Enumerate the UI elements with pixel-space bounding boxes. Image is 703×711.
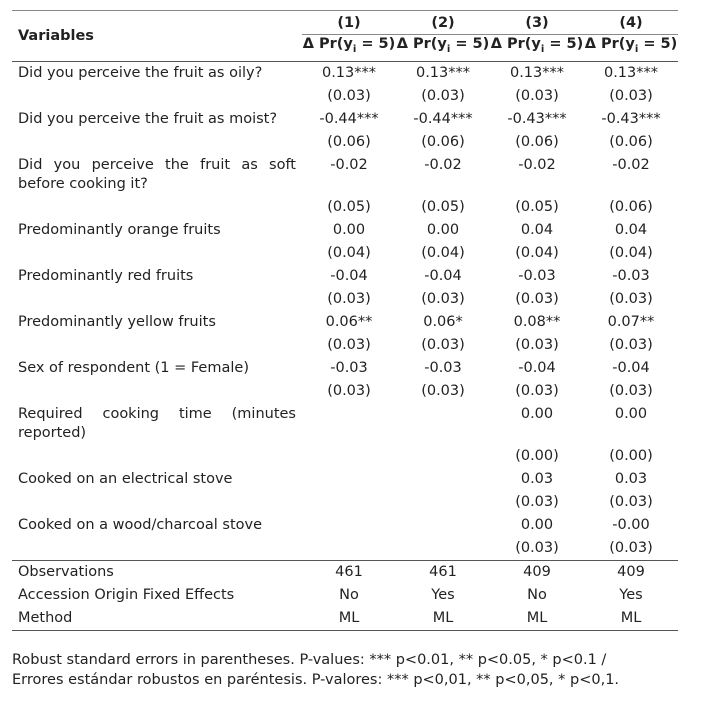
stats-label: Accession Origin Fixed Effects: [18, 586, 235, 603]
coefficient-cell: -0.43***: [507, 110, 567, 127]
standard-error-cell: (0.06): [515, 133, 559, 150]
standard-error-cell: (0.00): [609, 447, 653, 464]
coefficient-cell: -0.02: [330, 156, 368, 173]
note-english: Robust standard errors in parentheses. P-values: *** p<0.01, ** p<0.05, * p<0.1 /: [12, 652, 607, 668]
standard-error-cell: (0.03): [609, 87, 653, 104]
coefficient-cell: 0.07**: [607, 313, 655, 330]
stats-value: ML: [302, 607, 396, 631]
standard-error-cell: (0.04): [327, 244, 371, 261]
standard-error-cell: (0.03): [515, 87, 559, 104]
stats-value: ML: [584, 607, 678, 631]
stats-row: [12, 607, 678, 631]
standard-error-cell: (0.03): [327, 87, 371, 104]
standard-error-cell: (0.03): [609, 382, 653, 399]
coefficient-cell: 0.13***: [509, 64, 565, 81]
coefficient-cell: 0.08**: [513, 313, 561, 330]
row-label: Predominantly red fruits: [18, 267, 194, 284]
coefficient-cell: 0.13***: [603, 64, 659, 81]
stats-value: 409: [490, 560, 584, 584]
coefficient-cell: 0.03: [520, 470, 554, 487]
row-label-empty: [12, 242, 302, 265]
coefficient-cell: -0.04: [424, 267, 462, 284]
row-label: Predominantly yellow fruits: [18, 313, 216, 330]
standard-error-cell: [396, 445, 490, 468]
stats-value: 409: [584, 560, 678, 584]
stats-row: [12, 560, 678, 584]
table-row: [12, 468, 678, 491]
row-label-empty: [12, 537, 302, 561]
standard-error-cell: [302, 491, 396, 514]
standard-error-cell: (0.06): [327, 133, 371, 150]
column-measure: Δ $Pr(y_i = 5)$: [584, 34, 678, 61]
coefficient-cell: -0.04: [330, 267, 368, 284]
table-row-se: [12, 380, 678, 403]
stats-value: ML: [490, 607, 584, 631]
coefficient-cell: -0.02: [518, 156, 556, 173]
table-body: [12, 61, 678, 560]
stats-row: [12, 584, 678, 607]
stats-value: No: [527, 586, 547, 603]
coefficient-cell: 0.06*: [423, 313, 463, 330]
table-row-se: [12, 491, 678, 514]
standard-error-cell: (0.04): [421, 244, 465, 261]
stats-label: Method: [12, 607, 302, 631]
coefficient-cell: [396, 514, 490, 537]
table-row-se: [12, 242, 678, 265]
coefficient-cell: [396, 468, 490, 491]
standard-error-cell: (0.03): [515, 493, 559, 510]
standard-error-cell: [302, 537, 396, 561]
stats-value: Yes: [431, 586, 455, 603]
row-label-empty: [12, 380, 302, 403]
coefficient-cell: 0.13***: [415, 64, 471, 81]
standard-error-cell: (0.03): [327, 336, 371, 353]
row-label-empty: [12, 196, 302, 219]
column-number: (4): [619, 15, 643, 31]
row-label-empty: [12, 445, 302, 468]
column-number: (3): [525, 15, 549, 31]
table-row: [12, 219, 678, 242]
column-measure: Δ $Pr(y_i = 5)$: [490, 34, 584, 61]
stats-value: ML: [396, 607, 490, 631]
standard-error-cell: (0.03): [609, 290, 653, 307]
row-label-empty: [12, 288, 302, 311]
standard-error-cell: (0.03): [609, 336, 653, 353]
stats-value: Yes: [619, 586, 643, 603]
table-row: [12, 357, 678, 380]
table-row: [12, 514, 678, 537]
standard-error-cell: (0.04): [609, 244, 653, 261]
row-label-empty: [12, 85, 302, 108]
variables-header: Variables: [12, 11, 302, 62]
coefficient-cell: 0.04: [520, 221, 554, 238]
coefficient-cell: -0.00: [612, 516, 650, 533]
table-row: [12, 154, 678, 196]
regression-table: [12, 10, 678, 631]
table-row: [12, 108, 678, 131]
stats-value: No: [339, 586, 359, 603]
standard-error-cell: [302, 445, 396, 468]
standard-error-cell: (0.03): [421, 87, 465, 104]
coefficient-cell: -0.04: [612, 359, 650, 376]
coefficient-cell: [396, 403, 490, 445]
coefficient-cell: -0.43***: [601, 110, 661, 127]
table-row-se: [12, 334, 678, 357]
standard-error-cell: (0.03): [515, 539, 559, 556]
stats-value: 461: [396, 560, 490, 584]
coefficient-cell: 0.00: [520, 405, 554, 422]
coefficient-cell: 0.00: [332, 221, 366, 238]
standard-error-cell: (0.05): [421, 198, 465, 215]
note-spanish: Errores estándar robustos en paréntesis. P-valores: *** p<0,01, ** p<0,05, * p<0,1.: [12, 672, 620, 688]
column-measure: Δ $Pr(y_i = 5)$: [302, 34, 396, 61]
row-label: Cooked on an electrical stove: [18, 470, 233, 487]
header-number-row: [12, 11, 678, 35]
table-row: [12, 61, 678, 85]
table-row-se: [12, 196, 678, 219]
row-label: Predominantly orange fruits: [18, 221, 221, 238]
coefficient-cell: -0.04: [518, 359, 556, 376]
standard-error-cell: (0.05): [515, 198, 559, 215]
column-number: (1): [337, 15, 361, 31]
standard-error-cell: (0.03): [421, 290, 465, 307]
coefficient-cell: 0.06**: [325, 313, 373, 330]
standard-error-cell: (0.03): [327, 382, 371, 399]
coefficient-cell: -0.44***: [413, 110, 473, 127]
table-row-se: [12, 85, 678, 108]
standard-error-cell: (0.06): [609, 198, 653, 215]
coefficient-cell: 0.04: [614, 221, 648, 238]
table-stats: [12, 560, 678, 630]
table-row-se: [12, 445, 678, 468]
row-label-empty: [12, 131, 302, 154]
standard-error-cell: (0.03): [609, 493, 653, 510]
coefficient-cell: 0.13***: [321, 64, 377, 81]
standard-error-cell: [396, 537, 490, 561]
standard-error-cell: (0.00): [515, 447, 559, 464]
coefficient-cell: 0.00: [614, 405, 648, 422]
stats-label: Observations: [12, 560, 302, 584]
table-row: [12, 265, 678, 288]
coefficient-cell: -0.03: [330, 359, 368, 376]
standard-error-cell: (0.03): [515, 382, 559, 399]
table-note: [12, 650, 692, 690]
standard-error-cell: (0.05): [327, 198, 371, 215]
coefficient-cell: -0.44***: [319, 110, 379, 127]
standard-error-cell: (0.06): [421, 133, 465, 150]
standard-error-cell: (0.03): [421, 336, 465, 353]
standard-error-cell: (0.03): [609, 539, 653, 556]
row-label: Required cooking time (minutes reported): [18, 405, 296, 441]
standard-error-cell: (0.03): [421, 382, 465, 399]
table-row-se: [12, 288, 678, 311]
row-label: Cooked on a wood/charcoal stove: [18, 516, 263, 533]
row-label: Did you perceive the fruit as oily?: [18, 64, 263, 81]
row-label-empty: [12, 334, 302, 357]
column-measure: Δ $Pr(y_i = 5)$: [396, 34, 490, 61]
coefficient-cell: -0.03: [518, 267, 556, 284]
standard-error-cell: (0.04): [515, 244, 559, 261]
coefficient-cell: 0.00: [520, 516, 554, 533]
row-label-empty: [12, 491, 302, 514]
coefficient-cell: -0.02: [424, 156, 462, 173]
row-label: Did you perceive the fruit as moist?: [18, 110, 278, 127]
row-label: Did you perceive the fruit as soft before cooking it?: [18, 156, 296, 192]
standard-error-cell: (0.03): [515, 336, 559, 353]
standard-error-cell: [396, 491, 490, 514]
row-label: Sex of respondent (1 = Female): [18, 359, 249, 376]
standard-error-cell: (0.03): [515, 290, 559, 307]
standard-error-cell: (0.03): [327, 290, 371, 307]
coefficient-cell: -0.02: [612, 156, 650, 173]
coefficient-cell: 0.03: [614, 470, 648, 487]
coefficient-cell: 0.00: [426, 221, 460, 238]
stats-value: 461: [302, 560, 396, 584]
table-row: [12, 311, 678, 334]
table-row: [12, 403, 678, 445]
coefficient-cell: -0.03: [612, 267, 650, 284]
standard-error-cell: (0.06): [609, 133, 653, 150]
coefficient-cell: [302, 468, 396, 491]
coefficient-cell: -0.03: [424, 359, 462, 376]
table-row-se: [12, 131, 678, 154]
coefficient-cell: [302, 514, 396, 537]
coefficient-cell: [302, 403, 396, 445]
column-number: (2): [431, 15, 455, 31]
table-row-se: [12, 537, 678, 561]
